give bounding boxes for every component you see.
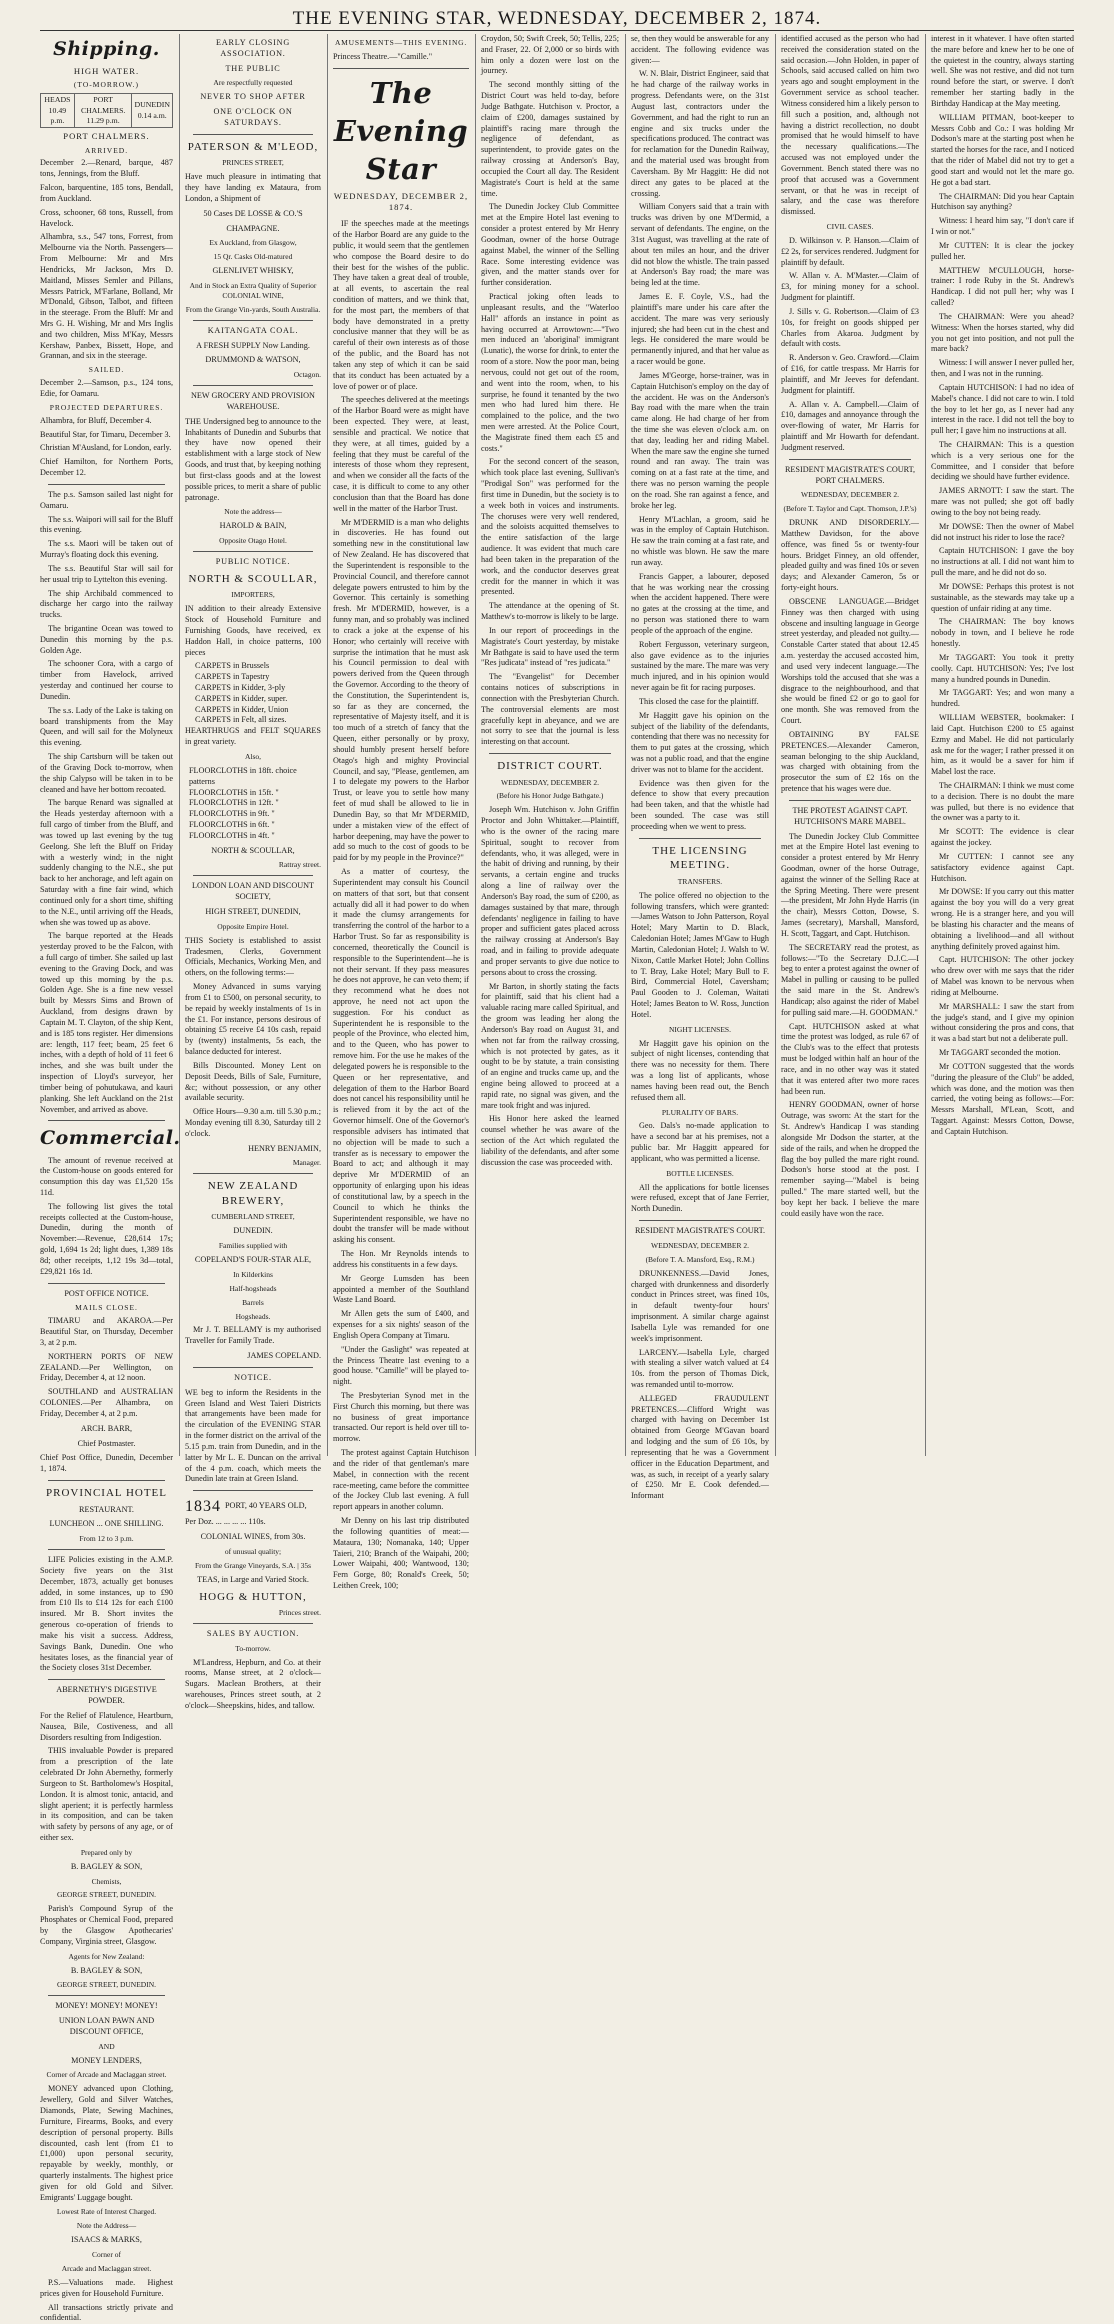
shipping-news-item: The schooner Cora, with a cargo of timber from Havelock, arrived yesterday and continued her course to Dunedin.: [40, 659, 173, 701]
rattray-street: Rattray street.: [278, 860, 321, 870]
requested-label: Are respectfully requested: [213, 78, 293, 88]
glenlivet-label: GLENLIVET WHISKY,: [212, 266, 294, 276]
protest-paragraph: Mr DOWSE: Perhaps this protest is not sustainable, as the stewards may take up a question of unfair riding at any time.: [931, 581, 1074, 613]
amusements-heading: AMUSEMENTS—THIS EVENING.: [334, 38, 468, 47]
protest-paragraph: WILLIAM PITMAN, boot-keeper to Messrs Cobb and Co.: I was holding Mr Dodson's mare at the starting post when he started the horses for the race, and I noticed that the rider of Mabel did not try to get a good start and would not let the mare go. He got a bad start.: [931, 112, 1074, 187]
column-rule: [925, 34, 926, 1456]
evening-star-title: The Evening Star: [333, 75, 469, 187]
bottle-text: All the applications for bottle licenses were refused, except that of Jane Ferrier, North Dunedin.: [631, 1182, 769, 1214]
arrival-item: Falcon, barquentine, 185 tons, Bendall, from Auckland.: [40, 183, 173, 203]
column-rule: [179, 34, 180, 1456]
money-text: MONEY advanced upon Clothing, Jewellery, Gold and Silver Watches, Diamonds, Plate, Sewing Machines, Furniture, Firearms, Books, and every description of personal property. Bills discounted, cash lent (from £1 to £1,000) upon personal security, repayable by weekly, monthly, or quarterly instalments. The highest price given for old Gold and Silver. Emigrants' Luggage bought.: [40, 2084, 173, 2202]
families-label: Families supplied with: [218, 1241, 288, 1251]
cumberland-street: CUMBERLAND STREET,: [211, 1212, 295, 1222]
rm-court-before: (Before T. A. Mansford, Esq., R.M.): [645, 1254, 755, 1264]
protest-paragraph: Witness: I heard him say, "I don't care if I win or not.": [931, 216, 1074, 237]
notice-text: WE beg to inform the Residents in the Green Island and West Taieri Districts that arrangements have been made for the circulation of the EVENING STAR in the former district on the arrival of the 5.15 p.m. train from Dunedin, and in the latter by Mr L. E. Duncan on the arrival of the 4 p.m. coach, which meets the Dunedin late train at Green Island.: [185, 1387, 321, 1484]
news-item: The attendance at the opening of St. Matthew's to-morrow is likely to be large.: [481, 601, 619, 622]
north-scoullar: NORTH & SCOULLAR,: [188, 572, 318, 585]
to-morrow-label: To-morrow.: [235, 1643, 271, 1653]
tide-dunedin-label: DUNEDIN: [134, 100, 170, 110]
bagley-name-2: B. BAGLEY & SON,: [70, 1965, 143, 1975]
news-item: The second monthly sitting of the District Court was held to-day, before Judge Bathgate. Hutchison v. Proctor, a claim of £200, damages sustained by plaintiff's racing mare through the negligence of defendant, as superintendent, to provide gates on the railway crossing at Anderson's Bay, occupied the Court all day. The Resident Magistrate's Court is held at the same time.: [481, 80, 619, 198]
protest-paragraph: The CHAIRMAN: The boy knows nobody in town, and I believe he rode honestly.: [931, 617, 1074, 649]
importers-label: IMPORTERS,: [231, 590, 275, 600]
also-label: Also,: [244, 751, 262, 761]
notice-heading: NOTICE.: [234, 1372, 272, 1382]
shipping-news-item: The barque reported at the Heads yesterday proved to be the Falcon, with a full cargo of timber. She sailed up last evening to the Graving Dock, and was towed up this morning by the p.s. Golden Age. She is a fine new vessel built by Messrs Sims and Brown of Auckland, from designs drawn by Captain M. T. Clayton, of the ship Kent, and is 185 tons register. Her dimensions are: length, 117 feet; beam, 25 feet 6 inches, with a depth of hold of 11 feet 6 inches, and she was built under the inspection of Lloyd's surveyor, her timber being of pohutukawa, and kauri planking. She left Auckland on the 21st November, and arrived as above.: [40, 931, 173, 1114]
shipping-news-item: The s.s. Waipori will sail for the Bluff this evening.: [40, 514, 173, 535]
princes-street: PRINCES STREET,: [222, 158, 284, 168]
news-item: Mr George Lumsden has been appointed a member of the Southland Waste Land Board.: [333, 1273, 469, 1305]
north-text: IN addition to their already Extensive Stock of Household Furniture and Furnishing Goods, have received, ex Haddon Hall, in choice patterns, 100 pieces: [185, 604, 321, 657]
protest-paragraph: Mr TAGGART: Yes; and won many a hundred.: [931, 688, 1074, 709]
column-court-2: [781, 34, 919, 1456]
early-closing-heading: EARLY CLOSING ASSOCIATION.: [215, 38, 291, 58]
grocery-heading: NEW GROCERY AND PROVISION WAREHOUSE.: [191, 391, 315, 411]
court-paragraph: DRUNK AND DISORDERLY.—Matthew Davidson, for the above offence, was fined 5s or twenty-four hours. Bridget Finney, an old offender, pleaded guilty and was fined 10s or seven days; and Alexander Cameron, 5s or forty-eight hours.: [781, 518, 919, 593]
protest-paragraph: Mr TAGGART seconded the motion.: [939, 1048, 1061, 1058]
editorial-paragraph: As a matter of courtesy, the Superintendent may consult his Council on matters of that sort, but that consent actually did all it had power to do when it made the clumsy arrangements for transferring the control of the harbor to a Harbor Trust. So far as responsibility is concerned, theoretically the Council is responsible to the Superintendent—he is not their servant. If they pass measures he does not approve, he can veto them; if they recommend what he does not approve, he need not act upon the suggestion. For his conduct as Superintendent he is responsible to the people of the Province, who elected him, and to the Queen, who has power to remove him. For the use he makes of the delegated powers he is responsible to the Queen or her representative, and delegation of them to the Harbor Board does not cancel his responsibility until he is relieved from it by the act of the Governor himself. One of the Governor's responsible advisers has intimated that no objection will be made to such a transfer as is necessary to empower the Board to act; and although it may deprive Mr M'DERMID of an opportunity of enlarging upon his ideas of constitutional law, by a speech in the Council to which he thinks the Superintendent responsible, we have no doubt the transfer will be made without asking his consent.: [333, 867, 469, 1245]
news-item: Practical joking often leads to unpleasant results, and the "Waterloo Hall" affords an instance in point as having occurred at Arrowtown:—"Two men induced an 'aboriginal' immigrant (Lunatic), the worse for drink, to enter the room of a store. Now the poor man, being nervous, could not get out of the room, and went into the room, when, to his surprise, he found it tenanted by the two men who had lured him there. He complained to the police, and the two men were arrested. At the Police Court, the Magistrate fined them each £5 and costs.": [481, 292, 620, 453]
kaitangata-heading: KAITANGATA COAL.: [207, 325, 299, 335]
protest-paragraph: The CHAIRMAN: I think we must come to a decision. There is no doubt the mare was pulled, but there is no evidence that the owner was a party to it.: [931, 781, 1074, 823]
hogg-hutton: HOGG & HUTTON,: [199, 1590, 307, 1603]
news-item: In our report of proceedings in the Magistrate's Court yesterday, by mistake Mr Bathgate is said to have used the term "Res judicata" instead of "res judicata.": [481, 625, 619, 668]
abernethy-title: ABERNETHY'S DIGESTIVE POWDER.: [56, 1685, 157, 1706]
auction-text: M'Landress, Hepburn, and Co. at their rooms, Manse street, at 2 o'clock—Sugars. Maclean Brothers, at their warehouses, Princes street south, at 2 o'clock—Sheepskins, hides, and tallow.: [185, 1657, 321, 1710]
court-paragraph: Robert Fergusson, veterinary surgeon, also gave evidence as to the injuries sustained by the mare. The mare was very much injured, and in his opinion would never again be fit for racing purposes.: [631, 639, 769, 693]
protest-paragraph: WILLIAM WEBSTER, bookmaker: I laid Capt. Hutchison £200 to £5 against Ezmy and Mabel. He did not particularly ask me for the wager; I rather pressed it on him, as it would be a saver for him if Mabel lost the race.: [931, 713, 1074, 777]
hotel-subtitle: RESTAURANT.: [79, 1504, 134, 1514]
civil-case: W. Allan v. A. M'Master.—Claim of £3, for mining money for a school. Judgment for plaintiff.: [781, 271, 919, 303]
sailing-item: December 2.—Samson, p.s., 124 tons, Edie, for Oamaru.: [40, 378, 173, 399]
rm-court-date: WEDNESDAY, DECEMBER 2.: [651, 1240, 749, 1250]
court-paragraph: Henry M'Lachlan, a groom, said he was in the employ of Captain Hutchison. He saw the train coming at a fast rate, and no whistle was blown. He saw the mare run away.: [631, 514, 769, 567]
rm-pc-before: (Before T. Taylor and Capt. Thomson, J.P.'s): [783, 504, 917, 514]
district-court-heading: DISTRICT COURT.: [497, 760, 603, 772]
sailed-heading: SAILED.: [88, 365, 125, 375]
arrival-item: Cross, schooner, 68 tons, Russell, from Havelock.: [40, 207, 173, 228]
protest-paragraph: Capt. HUTCHISON: The other jockey who drew over with me says that the rider of Mabel was known to be nervous when riding at Melbourne.: [931, 955, 1074, 997]
protest-paragraph: Mr TAGGART: You took it pretty coolly. Capt. HUTCHISON: Yes; I've lost many a hundred pounds in Dunedin.: [931, 652, 1074, 684]
night-text: Mr Haggitt gave his opinion on the subject of night licenses, contending that there was no necessity for them. There was a long list of applicants, whose names having been read out, the Bench refused them all.: [631, 1038, 769, 1102]
port-40: PORT, 40 YEARS OLD,: [225, 1501, 307, 1511]
civil-case: J. Sills v. G. Robertson.—Claim of £3 10s, for freight on goods shipped per Charles from Akaroa. Judgment by default with costs.: [781, 306, 919, 349]
rm-pc-heading: RESIDENT MAGISTRATE'S COURT, PORT CHALMERS.: [784, 464, 916, 485]
public-label: THE PUBLIC: [225, 63, 281, 73]
protest-heading: THE PROTEST AGAINST CAPT. HUTCHISON'S MARE MABEL.: [792, 805, 908, 826]
lowest-rate: Lowest Rate of Interest Charged.: [56, 2207, 157, 2217]
protest-paragraph: Mr DOWSE: If you carry out this matter against the boy you will do a very great wrong. He is a stranger here, and you will be blasting his character and the means of obtaining a livelihood—and all without anything definitely proved against him.: [931, 887, 1074, 951]
column-court: [631, 34, 769, 1501]
carpet-item: CARPETS in Kidder, 3-ply: [195, 682, 286, 692]
bagley-address-2: GEORGE STREET, DUNEDIN.: [56, 1980, 157, 1990]
bagley-text: Parish's Compound Syrup of the Phosphates or Chemical Food, prepared by the Glasgow Apothecaries' Company, Virginia street, Glasgow.: [40, 1904, 173, 1946]
arrival-item: December 2.—Renard, barque, 487 tons, Jennings, from the Bluff.: [40, 158, 173, 179]
manager-label: Manager.: [292, 1158, 321, 1168]
barrels-label: Barrels: [242, 1297, 264, 1307]
column-rule: [327, 34, 328, 1456]
post-office-notice: POST OFFICE NOTICE.: [64, 1288, 149, 1298]
civil-case: A. Allan v. A. Campbell.—Claim of £10, damages and annoyance through the over-flowing of water, Mr Harris for plaintiff and Mr Howarth for defendant. Judgment reserved.: [781, 399, 919, 452]
octagon-label: Octagon.: [293, 370, 321, 380]
office-hours: Office Hours—9.30 a.m. till 5.30 p.m.; Monday evening till 8.30, Saturday till 2 o'clock.: [185, 1107, 321, 1138]
protest-paragraph: HENRY GOODMAN, owner of horse Outrage, was sworn: At the start for the St. Andrew's Handicap I was standing alongside Mr Dodson the starter, at the side of the rails, and when he dropped the flag the boy pulled the mare right round. Dodson's horse stood at the post. I remember saying—"Mabel is being pulled." The mare started well, but the boy kept her back. I believe the mare could easily have won the race.: [781, 1100, 919, 1218]
hogsheads-label: Hogsheads.: [235, 1311, 271, 1321]
loan-terms: Money Advanced in sums varying from £1 to £500, on personal security, to be repaid by weekly instalments of 1s in the £1. For instance, persons desirous of obtaining £5 receive £4 10s cash, repaid by (twenty) instalments, 5s each, the balance deducted for interest.: [185, 982, 321, 1057]
court-paragraph: Mr Barton, in shortly stating the facts for plaintiff, said that his client had a valuable racing mare called Spiritual, and the groom was leading her along the Anderson's Bay road on August 31, and when not far from the railway crossing, which is not protected by gates, as it ought to be by statute, a train consisting of an engine and trucks came up, and the engine being allowed to proceed at a rapid rate, no signal was given, and the mare took fright and was injured.: [481, 981, 619, 1110]
arrived-heading: ARRIVED.: [84, 145, 129, 155]
mail-item: NORTHERN PORTS OF NEW ZEALAND.—Per Wellington, on Friday, December 4, at 12 noon.: [40, 1351, 173, 1383]
court-paragraph: James E. F. Coyle, V.S., had the plaintiff's mare under his care after the accident. The mare was very seriously injured; she had been cut in the chest and legs. He considered the mare would be permanently injured, and that her value as a racer would be gone.: [631, 292, 769, 367]
corner-1: Corner of: [92, 2250, 121, 2260]
sales-auction-heading: SALES BY AUCTION.: [206, 1628, 300, 1638]
column-protest: [931, 34, 1074, 1456]
carpet-item: CARPETS in Brussels: [195, 661, 270, 671]
masthead: THE EVENING STAR, WEDNESDAY, DECEMBER 2, 1874.: [40, 8, 1074, 31]
editorial-paragraph: Mr M'DERMID is a man who delights in discoveries. He has found out something new in the constitutional law of New Zealand. He has discovered that the Superintendent is responsible to the Provincial Council, and therefore cannot delegate powers entrusted to him by the Governor. This certainly is something fresh. Mr M'DERMID, however, is a funny man, and so probably was inclined to crack a joke at the expense of his Honor; who certainly will receive with surprise the intimation that he must ask his Council permission to deal with powers derived from the Queen through the Governor. According to the theory of the Constitution, the Superintendent is, so far as they are concerned, the representative of Majesty itself, and it is too much of a stretch of fancy that the Queen, either personally or by proxy, should humbly present herself before Otago's high and mighty Provincial Council, and say, "Please, gentlemen, am I to delegate my powers to the Harbor Trust, or leave you to settle how many feet of mud shall be allowed to lie in Dunedin Bay, so that Mr M'DERMID, under a mistaken view of the effect of harbor deepening, may have the power to add so much to the cost of goods to be paid for by my people in the Province?": [333, 517, 469, 863]
protest-paragraph: Capt. HUTCHISON asked at what time the protest was lodged, as rule 67 of the Club's was to the effect that protests must be lodged within half an hour of the race, and in no other way was it stated that it was entered after two more races had been run.: [781, 1021, 919, 1096]
vineyards-label: From the Grange Vin-yards, South Australia.: [185, 304, 321, 314]
court-paragraph: LARCENY.—Isabella Lyle, charged with stealing a silver watch valued at £4 10s. from the person of Thomas Dick, was remanded until to-morrow.: [631, 1347, 769, 1389]
column-editorial: [333, 34, 469, 1591]
district-court-before: (Before his Honor Judge Bathgate.): [496, 791, 604, 801]
floorcloth-item: FLOORCLOTHS in 9ft. ": [189, 809, 275, 819]
luncheon-hours: From 12 to 3 p.m.: [79, 1534, 134, 1544]
court-paragraph: James M'George, horse-trainer, was in Captain Hutchison's employ on the day of the accident. He was on the Anderson's Bay road with the mare when the train came along. He had charge of her from the time she was eleven o'clock a.m. on that day, leading her and riding Mabel. When the mare saw the engine she turned round and ran away. The train was coming on at a fast rate at the time, and there was no person warning the people on the road. She ran against a fence, and broke her leg.: [631, 370, 769, 510]
court-paragraph: Mr Haggitt gave his opinion on the subject of the liability of the defendants, contending that there was no necessity for them to put gates at the crossing, which was not a public road, and that the engine driver was not to blame for the accident.: [631, 710, 769, 774]
news-item: For the second concert of the season, which took place last evening, Sullivan's "Prodigal Son" was performed for the first time in Dunedin, but the society is to a week both in voices and instruments. The choruses were very well rendered, and the soloists acquitted themselves to the entire satisfaction of the large audience. It was evident that much care had been taken in the preparation of the work, and the conductor deserves great credit for the manner in which it was presented.: [481, 457, 619, 597]
corner-2: Arcade and Maclaggan street.: [61, 2263, 152, 2273]
shipping-heading: Shipping.: [53, 38, 160, 60]
column-rule: [475, 34, 476, 1456]
kilderkins-label: In Kilderkins: [233, 1269, 273, 1279]
district-court-date: WEDNESDAY, DECEMBER 2.: [501, 777, 599, 787]
commercial-heading: Commercial.: [40, 1127, 181, 1150]
london-loan-heading: LONDON LOAN AND DISCOUNT SOCIETY,: [191, 881, 315, 902]
protest-paragraph: Mr DOWSE: Then the owner of Mabel did not instruct his rider to lose the race?: [931, 521, 1074, 542]
court-paragraph: W. N. Blair, District Engineer, said that he had charge of the railway works in progress. Defendants were, on the 31st August last, contractors under the Government, and had the right to run an engine and six trucks under the specifications produced. The contract was for reclamation for the Dunedin Railway, and the material used was brought from Caversham. By Mr Haggitt: He did not direct any gates to be placed at the crossing.: [631, 69, 769, 198]
north-scoullar-2: NORTH & SCOULLAR,: [211, 845, 295, 855]
cases-label: 50 Cases DE LOSSE & CO.'S: [203, 208, 303, 218]
high-street-label: HIGH STREET, DUNEDIN,: [205, 907, 301, 917]
plurality-text: Geo. Dals's no-made application to have a second bar at his premises, not a public bar. Mr Haggitt appeared for applicant, who was permitted a license.: [631, 1121, 769, 1163]
quality-label: of unusual quality;: [224, 1546, 282, 1556]
rm-pc-date: WEDNESDAY, DECEMBER 2.: [801, 490, 899, 500]
licensing-heading: THE LICENSING MEETING.: [652, 844, 748, 872]
floorcloth-item: FLOORCLOTHS in 15ft. ": [189, 787, 279, 797]
plurality-heading: PLURALITY OF BARS.: [661, 1107, 739, 1117]
departure-item: Beautiful Star, for Timaru, December 3.: [40, 429, 171, 439]
half-hogs-label: Half-hogsheads: [229, 1283, 277, 1293]
per-doz: Per Doz. ... ... ... ... 110s.: [185, 1517, 266, 1527]
mail-item: SOUTHLAND and AUSTRALIAN COLONIES.—Per Alhambra, on Friday, December 4, at 2 p.m.: [40, 1387, 173, 1418]
agents-label: Agents for New Zealand:: [68, 1951, 145, 1961]
postmaster-title: Chief Postmaster.: [77, 1438, 136, 1448]
paterson-heading: PATERSON & M'LEOD,: [187, 140, 319, 153]
grange-label: From the Grange Vineyards, S.A. | 35s: [194, 1560, 312, 1570]
protest-paragraph: Captain HUTCHISON: I gave the boy no instructions at all. I did not want him to pull the mare, and he did not do so.: [931, 546, 1074, 578]
rm-court-heading: RESIDENT MAGISTRATE'S COURT.: [634, 1226, 766, 1236]
column-news: [481, 34, 619, 1456]
abernethy-sub: For the Relief of Flatulence, Heartburn, Nausea, Bile, Costiveness, and all Disorders resulting from Indigestion.: [40, 1710, 173, 1742]
chemists-address: GEORGE STREET, DUNEDIN.: [56, 1890, 157, 1900]
news-item: The Presbyterian Synod met in the First Church this morning, but there was no business of great importance transacted. Our report is held over till to-morrow.: [333, 1390, 469, 1444]
luncheon-label: LUNCHEON ... ONE SHILLING.: [49, 1519, 164, 1529]
money-lenders: MONEY LENDERS,: [71, 2055, 142, 2065]
column-rule: [775, 34, 776, 1456]
projected-heading: PROJECTED DEPARTURES.: [49, 402, 164, 412]
civil-case: R. Anderson v. Geo. Crawford.—Claim of £16, for cattle trespass. Mr Harris for plaintiff, and Mr Jeeves for defendant. Judgment for plaintiff.: [781, 353, 919, 395]
money-address: Corner of Arcade and Maclaggan street.: [46, 2070, 167, 2080]
protest-paragraph: Witness: I will answer I never pulled her, then, and I was not in the running.: [931, 358, 1074, 379]
bills-text: Bills Discounted. Money Lent on Deposit Deeds, Bills of Sale, Furniture, &c; without possession, or any other available security.: [185, 1060, 321, 1103]
bagley-name: B. BAGLEY & SON,: [70, 1861, 143, 1871]
shipping-news-item: The s.s. Maori will be taken out of Murray's floating dock this evening.: [40, 539, 173, 560]
news-item: The "Evangelist" for December contains notices of subscriptions in connection with the Presbyterian Church. The controversial elements are most gracefully kept in abeyance, and we are not sorry to see that the journal is less interesting on that account.: [481, 672, 619, 747]
fresh-supply: A FRESH SUPPLY Now Landing.: [196, 340, 310, 350]
carpet-item: CARPETS in Kidder, super.: [195, 693, 288, 703]
confidential-text: All transactions strictly private and confidential.: [40, 2302, 173, 2323]
to-morrow-label: (TO-MORROW.): [73, 80, 140, 90]
news-item: The Hon. Mr Reynolds intends to address his constituents in a few days.: [333, 1249, 469, 1269]
court-paragraph: This closed the case for the plaintiff.: [639, 696, 759, 706]
tide-dunedin-time: 0.14 a.m.: [137, 110, 167, 120]
court-paragraph: Francis Gapper, a labourer, deposed that he was working near the crossing when the accident happened. There were no gates at the crossing at the time, and no person was stationed there to warn people of the approach of the engine.: [631, 571, 769, 635]
amp-advert: LIFE Policies existing in the A.M.P. Society five years on the 31st December, 1873, actually get bonuses added, in some instances, up to £90 from £10 Ils to £14 12s for each £100 insured. Mr B. Short invites the generous co-operation of friends to make his visit a success. Address, Savings Bank, Dunedin. One who hesitates loses, as the financial year of the Society closes 31st December.: [40, 1555, 173, 1673]
ps-text: P.S.—Valuations made. Highest prices given for Household Furniture.: [40, 2277, 173, 2298]
high-water-heading: HIGH WATER.: [73, 66, 140, 77]
commercial-item: The amount of revenue received at the Custom-house on goods entered for consumption this day was £1,520 15s 11d.: [40, 1155, 173, 1197]
abernethy-text: THIS invaluable Powder is prepared from a prescription of the late celebrated Dr John Abernethy, formerly Surgeon to St. Bartholomew's Hospital, London. It is almost tonic, antacid, and slight aperient; it is perfectly harmless in its composition, and can be taken with safety by persons of any age, or of either sex.: [40, 1746, 173, 1843]
civil-case: D. Wilkinson v. P. Hanson.—Claim of £2 2s, for services rendered. Judgment for plaintiff by default.: [781, 235, 919, 267]
bottle-heading: BOTTLE LICENSES.: [666, 1168, 734, 1178]
protest-paragraph: Mr COTTON suggested that the words "during the pleasure of the Club" be added, which was done, and the motion was then carried, the voting being as follows:—For: Messrs Marshall, M'Lean, Scott, and Taggart. Against: Messrs Cotton, Dowse, and Captain Hutchison.: [931, 1061, 1074, 1136]
isaacs-marks: ISAACS & MARKS,: [71, 2235, 142, 2245]
one-oclock-label: ONE O'CLOCK ON SATURDAYS.: [213, 107, 293, 128]
shipping-news-item: The barque Renard was signalled at the Heads yesterday afternoon with a full cargo of timber from the Bluff, and was towed up last evening by the tug Geelong. She left the Bluff on Friday with a westerly wind; in the night suddenly changing to the N.E., she put back to her anchorage, and left again on Saturday with a fine fair wind, which continued only for a short time, shifting to the N.E., until arriving off the Heads, when she was towed up as above.: [40, 798, 173, 927]
prepared-by: Prepared only by: [80, 1847, 133, 1857]
court-paragraph: se, then they would be answerable for any accident. The following evidence was given:—: [631, 34, 769, 65]
note-address: Note the Address—: [76, 2221, 137, 2231]
qr-casks: 15 Qr. Casks Old-matured: [213, 252, 293, 262]
opposite-royal: Opposite Empire Hotel.: [217, 921, 289, 931]
column-shipping: [40, 34, 181, 2323]
champagne-label: CHAMPAGNE.: [226, 223, 280, 233]
tide-port-time: 11.29 p.m.: [86, 115, 120, 125]
news-item: Mr Denny on his last trip distributed the following quantities of meat:—Mataura, 130; Nomanaka, 140; Upper Taieri, 210; Branch of the Waipahi, 200; Lower Waipahi, 400; Wantwood, 130; Fern Gorge, 80; Ronald's Creek, 50; Leithen Creek, 100;: [333, 1516, 469, 1591]
instock-label: And in Stock an Extra Quality of Superior COLONIAL WINE,: [189, 281, 317, 300]
teas-label: TEAS, in Large and Varied Stock.: [197, 1574, 309, 1584]
benjamin-name: HENRY BENJAMIN,: [248, 1143, 321, 1153]
shipping-news-item: The s.s. Lady of the Lake is taking on board transhipments from the May Queen, and will sail for the Molyneux this evening.: [40, 705, 173, 748]
news-item: Croydon, 50; Swift Creek, 50; Tellis, 225; and Fraser, 22. Of 2,000 or so birds with him only a dozen were lost on the journey.: [481, 34, 619, 76]
note-address: Note the address—: [224, 507, 282, 517]
postmaster-place: Chief Post Office, Dunedin, December 1, 1874.: [40, 1453, 173, 1474]
civil-cases-heading: CIVIL CASES.: [826, 222, 874, 232]
port-year: 1834: [185, 1498, 221, 1516]
departure-item: Chief Hamilton, for Northern Ports, December 12.: [40, 457, 173, 478]
court-paragraph: OBTAINING BY FALSE PRETENCES.—Alexander Cameron, seaman belonging to the ship Auckland, was charged with obtaining from the prosecutor the sum of £2 16s on the pretence that his wages were due.: [781, 729, 919, 794]
news-item: Mr Allen gets the sum of £400, and expenses for a six nights' season of the English Opera Company at Timaru.: [333, 1309, 469, 1340]
editorial-paragraph: IF the speeches made at the meetings of the Harbor Board are any guide to the public, it would seem that the gentlemen who compose the Board desire to do their best for the wishes of the public. They have taken a great deal of trouble, at all events, to ascertain the real condition of matters, and we think that, for the most part, the members of that body have demonstrated in a pretty conclusive manner that they will be as careful of their own interests as of those of the public, and the Board has not taken any step of which it can be said that its conduct has been actuated by a love of power or of place.: [333, 219, 469, 391]
princess-theatre: Princess Theatre.—"Camille.": [333, 51, 433, 61]
protest-paragraph: The CHAIRMAN: This is a question which is a very serious one for the Committee, and I consider that before deciding we should have further evidence.: [931, 439, 1074, 482]
protest-paragraph: JAMES ARNOTT: I saw the start. The mare was not pulled; she got off badly owing to the boy not being ready.: [931, 486, 1074, 517]
floorcloth-item: FLOORCLOTHS in 18ft. choice patterns: [189, 765, 297, 786]
shipping-news-item: The ship Archibald commenced to discharge her cargo into the railway trucks.: [40, 588, 173, 620]
drummond-watson: DRUMMOND & WATSON,: [205, 355, 301, 365]
colonial-wines: COLONIAL WINES, from 30s.: [200, 1532, 306, 1542]
princes-street-2: Princes street.: [278, 1608, 321, 1618]
postmaster-name: ARCH. BARR,: [80, 1423, 133, 1433]
protest-paragraph: Mr CUTTEN: I cannot see any satisfactory evidence against Capt. Hutchison.: [931, 851, 1074, 883]
tide-port-label: PORT CHALMERS.: [80, 95, 126, 115]
shipping-news-item: The brigantine Ocean was towed to Dunedin this morning by the p.s. Golden Age.: [40, 623, 173, 655]
loan-text: THIS Society is established to assist Tradesmen, Clerks, Government Officials, Mechanics, Working Men, and others, on the following terms:—: [185, 935, 321, 978]
dunedin-label: DUNEDIN.: [233, 1226, 273, 1236]
protest-paragraph: The CHAIRMAN: Were you ahead? Witness: When the horses started, why did you not get into position, and not pull the mare back?: [931, 311, 1074, 354]
court-paragraph: Evidence was then given for the defence to show that every precaution had been taken, and that the whistle had been sounded. The case was still proceeding when we went to press.: [631, 778, 769, 831]
port-chalmers-heading: PORT CHALMERS.: [63, 131, 150, 142]
protest-paragraph: The Dunedin Jockey Club Committee met at the Empire Hotel last evening to consider a protest entered by Mr Henry Goodman, owner of the horse Outrage, against the winner of the Selling Race at the Spring Meeting. There were present—the president, Mr John Hyde Harris (in the chair), Messrs Cotton, Dowse, S. James (secretary), Marshall, Mansford, H. Scott, Taggart, and Capt. Hutchison.: [781, 831, 919, 938]
public-notice-heading: PUBLIC NOTICE.: [215, 556, 291, 566]
editorial-date: WEDNESDAY, DECEMBER 2, 1874.: [333, 190, 469, 212]
commercial-item: The following list gives the total receipts collected at the Custom-house, Dunedin, during the month of November:—Revenue, £28,614 17s; gold, 1,694 1s 2d; light dues, 1,389 18s 8d; other receipts, 1,12 19s 3d—total, £29,821 16s 1d.: [40, 1201, 173, 1276]
never-shop-label: NEVER TO SHOP AFTER: [200, 92, 306, 102]
money-heading: MONEY! MONEY! MONEY!: [55, 2001, 158, 2011]
tide-heads-label: HEADS: [44, 95, 71, 105]
bellamy-text: Mr J. T. BELLAMY is my authorised Traveller for Family Trade.: [185, 1325, 321, 1346]
news-item: The Dunedin Jockey Club Committee met at the Empire Hotel last evening to consider a protest entered by Mr Henry Goodman, owner of the horse Outrage against Mabel, the winner of the Selling Race. Some interesting evidence was given, and the matter stands over for further consideration.: [481, 202, 619, 288]
hearthrugs-label: HEARTHRUGS and FELT SQUARES in great variety.: [185, 726, 321, 747]
transfers-heading: TRANSFERS.: [677, 876, 723, 886]
shipping-news-item: The p.s. Samson sailed last night for Oamaru.: [40, 489, 173, 510]
court-paragraph: identified accused as the person who had received the consideration stated on the said occasion.—John Holden, in paper of Schools, said accused called on him two years ago and sought employment in the Government service as school teacher. Witness considered him a likely person to fill such a position, and, although not having a district recollection, no doubt promised that he would himself to have the necessary qualifications.—The accused was not employed under the Government. Bench stated there was no proof that accused was a Government servant, or that he was in receipt of salary, and the case was therefore dismissed.: [781, 34, 919, 217]
shipping-news-item: The s.s. Beautiful Star will sail for her usual trip to Lyttelton this evening.: [40, 563, 173, 584]
arrival-item: Alhambra, s.s., 547 tons, Forrest, from Melbourne via the North. Passengers—From Melbourne: Mr and Mrs Hendricks, Mr Jackson, Mrs D. Maitland, Misses Semler and Pillans, Messrs Patrick, M'Farlane, Bolland, Mr M'Donald, Gibson, Talbot, and fifteen in the steerage. From the Bluff: Mr and Mrs G. H. Wishing, Mr and Mrs Inglis and two children, Miss M'Kay, Messrs Kershaw, Panbex, Bissett, Hope, and Grannan, and six in the steerage.: [40, 232, 173, 361]
copeland-name: JAMES COPELAND.: [247, 1351, 321, 1361]
ex-auckland: Ex Auckland, from Glasgow,: [209, 238, 297, 248]
nz-brewery-heading: NEW ZEALAND BREWERY,: [207, 1180, 299, 1207]
news-item: "Under the Gaslight" was repeated at the Princess Theatre last evening to a good house. "Camille" will be played to-night.: [333, 1344, 469, 1387]
column-adverts: [185, 34, 321, 1710]
tide-heads-time: 10.49 p.m.: [48, 105, 67, 125]
mails-close-heading: MAILS CLOSE.: [75, 1303, 138, 1313]
night-licenses-heading: NIGHT LICENSES.: [669, 1024, 731, 1034]
chemists-label: Chemists,: [91, 1876, 122, 1886]
court-paragraph: William Conyers said that a train with trucks was driven by one M'Dermid, a servant of defendants. The engine, on the 31st August, was travelling at the rate of about ten miles an hour, and the driver did not blow the whistle. The train passed at Anderson's Bay road; the mare was being led at the time.: [631, 202, 769, 288]
protest-paragraph: MATTHEW M'CULLOUGH, horse-trainer: I rode Ruby in the St. Andrew's Handicap. I did not pull her; why was I called?: [931, 265, 1074, 308]
tide-table: [40, 93, 173, 128]
harrold-bain: HAROLD & BAIN,: [219, 521, 287, 531]
floorcloth-item: FLOORCLOTHS in 12ft. ": [189, 798, 279, 808]
and-label: AND: [98, 2041, 115, 2051]
protest-paragraph: Mr MARSHALL: I saw the start from the judge's stand, and I give my opinion without considering the pros and cons, that it was a bad start but not a deliberate pull.: [931, 1001, 1074, 1044]
court-paragraph: Joseph Wm. Hutchison v. John Griffin Proctor and John Whittaker.—Plaintiff, who is the owner of the racing mare Spiritual, sought to recover from defendants, who, it was alleged, were in the habit of driving and running, by their servants, a certain engine and trucks along a line of railway over the Anderson's Bay road, the sum of £200, as damages sustained by that mare, through defendants' negligence in failing to have proper and sufficient gates placed across the railway crossing at Anderson's Bay road, and in failing to provide adequate and proper servants to give due notice to persons about to cross the crossing.: [481, 805, 619, 977]
port-advert: [185, 1496, 321, 1517]
grocery-text: THE Undersigned beg to announce to the Inhabitants of Dunedin and Suburbs that they have now opened their establishment with a large stock of New Goods, and trust that, by keeping nothing but first-class goods and at the lowest possible prices, to merit a share of public patronage.: [185, 416, 321, 502]
protest-paragraph: interest in it whatever. I have often started the mare before and knew her to be one of the quietest in the country, always starting well. She was not restive, and did not turn round before the start, or swerve. I don't remember her starting badly in the Birthday Handicap at the May meeting.: [931, 34, 1074, 108]
floorcloth-item: FLOORCLOTHS in 6ft. ": [189, 819, 275, 829]
column-rule: [625, 34, 626, 1456]
protest-paragraph: Captain HUTCHISON: I had no idea of Mabel's chance. I did not care to win. I told the boy to let her go, as I never had any interest in the race. I did not tell the boy to pull her; I gave him no instructions at all.: [931, 382, 1074, 436]
carpet-item: CARPETS in Felt, all sizes.: [195, 715, 287, 725]
protest-paragraph: Mr SCOTT: The evidence is clear against the jockey.: [931, 827, 1074, 848]
mail-item: TIMARU and AKAROA.—Per Beautiful Star, on Thursday, December 3, at 2 p.m.: [40, 1316, 173, 1347]
editorial-paragraph: The speeches delivered at the meetings of the Harbor Board were as might have been expected. They were, at least, sensible and practical. We notice that they were, at all times, guided by a feeling that they must be careful of the interests of those whom they represent, and when we consider all the facts of the case, it is difficult to come to any other conclusion than that the Board has done well in the matter of the Harbor Trust.: [333, 395, 469, 513]
carpet-item: CARPETS in Kidder, Union: [195, 704, 289, 714]
carpet-item: CARPETS in Tapestry: [195, 672, 270, 682]
paterson-text: Have much pleasure in intimating that they have landing ex Mataura, from London, a Shipment of: [185, 172, 321, 203]
protest-paragraph: The SECRETARY read the protest, as follows:—"To the Secretary D.J.C.—I beg to enter a protest against the owner of Mabel in pulling or causing to be pulled the said mare in the St. Andrew's Handicap; also against the rider of Mabel for pulling said mare.—H. GOODMAN.": [781, 942, 919, 1017]
protest-paragraph: The CHAIRMAN: Did you hear Captain Hutchison say anything?: [931, 191, 1074, 212]
court-paragraph: ALLEGED FRAUDULENT PRETENCES.—Clifford Wright was charged with having on December 1st obtained from George M'Gavan board and lodging and the sum of £6 10s, by representing that he was a Government officer in the Education Department, and was, as such, in receipt of a yearly salary of £250. Mr E. Cook defended.—Informant: [631, 1393, 769, 1501]
court-paragraph: OBSCENE LANGUAGE.—Bridget Finney was then charged with using obscene and insulting language in George street yesterday, and pleaded not guilty.—Constable Carter stated that about 12.45 a.m. yesterday the accused accosted him, and used very indecent language.—The Worships told the accused that she was a disgrace to the neighbourhood, and that she would be fined £2 or go to gaol for one month. She was removed from the Court.: [781, 596, 919, 726]
transfer-text: The police offered no objection to the following transfers, which were granted:—James Watson to John Patterson, Royal Hotel; Mary Martin to D. Black, Caledonian Hotel; James M'Gaw to Hugh Martin, Caledonian Hotel; J. Walsh to W. Nixon, Cattle Market Hotel; John Collins to T. Bray, Lake Hotel; Mary Bull to F. Bird, Commercial Hotel, Caversham; Paul Gooden to J. Coleman, Waitati Hotel; James Beaton to W. Ross, Junction Hotel.: [631, 890, 769, 1019]
copeland-ale: COPELAND'S FOUR-STAR ALE,: [194, 1255, 312, 1264]
hotel-title: PROVINCIAL HOTEL: [46, 1487, 167, 1500]
opposite-hotel: Opposite Otago Hotel.: [219, 536, 287, 546]
union-loan-heading: UNION LOAN PAWN AND DISCOUNT OFFICE,: [58, 2016, 155, 2036]
news-item: The protest against Captain Hutchison and the rider of that gentleman's mare Mabel, in connection with the recent race-meeting, came before the committee of the Jockey Club last evening. A full report appears in another column.: [333, 1448, 469, 1512]
court-paragraph: DRUNKENNESS.—David Jones, charged with drunkenness and disorderly conduct in Princes street, was fined 10s, in default twenty-four hours' imprisonment. A similar charge against Isabella Lyle was remanded for one week's imprisonment.: [631, 1268, 769, 1343]
departure-item: Christian M'Ausland, for London, early.: [40, 443, 172, 453]
court-paragraph: His Honor here asked the learned counsel whether he was aware of the section of the Act which regulated the liability of the defendants, and after some discussion the case was proceeded with.: [481, 1114, 619, 1167]
departure-item: Alhambra, for Bluff, December 4.: [40, 415, 152, 425]
floorcloth-item: FLOORCLOTHS in 4ft. ": [189, 830, 275, 840]
protest-paragraph: Mr CUTTEN: It is clear the jockey pulled her.: [931, 240, 1074, 261]
shipping-news-item: The ship Cartsburn will be taken out of the Graving Dock to-morrow, when the ship Calypso will be taken in to be cleaned and have her bottom recoated.: [40, 752, 173, 794]
